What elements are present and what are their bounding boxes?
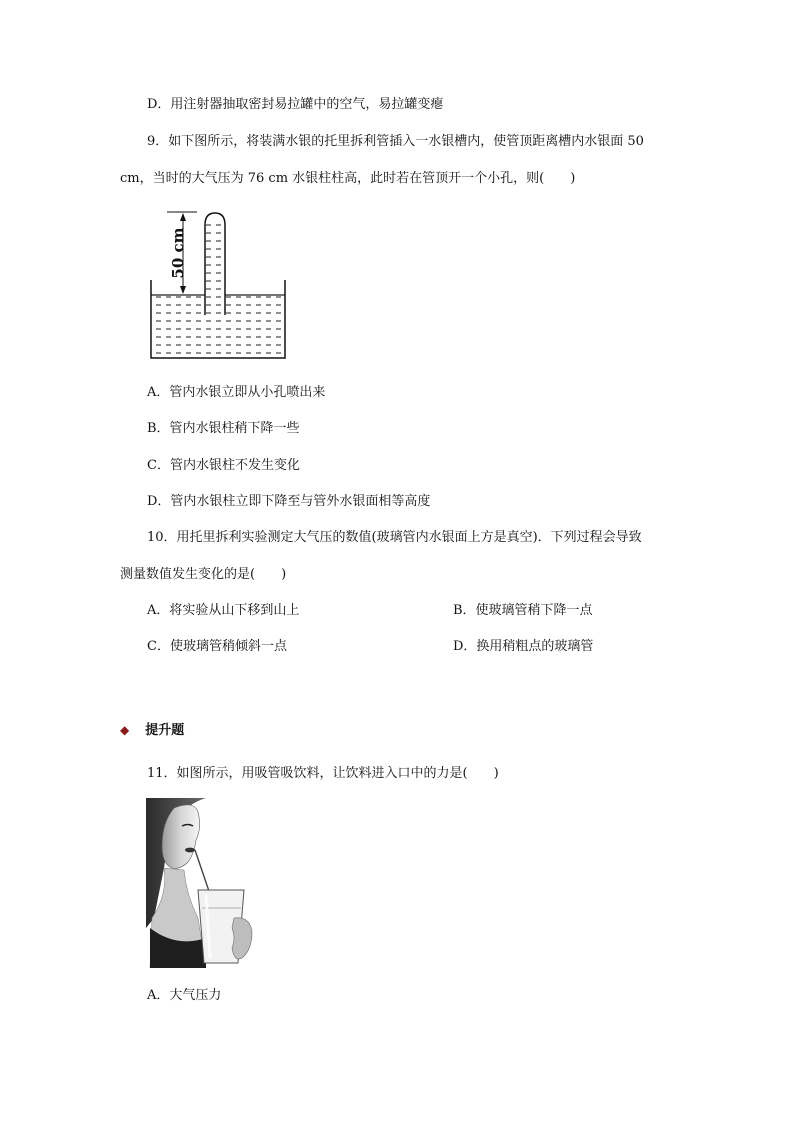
- q10-option-c: C．使玻璃管稍倾斜一点: [147, 639, 287, 654]
- section-heading: [120, 721, 184, 740]
- section-title: 提升题: [145, 723, 185, 738]
- q8-option-d: D．用注射器抽取密封易拉罐中的空气，易拉罐变瘪: [147, 97, 444, 112]
- q9-option-c: C．管内水银柱不发生变化: [147, 458, 300, 473]
- q10-stem-line1: 10．用托里拆利实验测定大气压的数值(玻璃管内水银面上方是真空)．下列过程会导致: [147, 530, 642, 545]
- q10-option-d: D．换用稍粗点的玻璃管: [453, 639, 594, 654]
- q9-option-d: D．管内水银柱立即下降至与管外水银面相等高度: [147, 494, 431, 509]
- q9-stem-line2: cm，当时的大气压为 76 cm 水银柱柱高，此时若在管顶开一个小孔，则( ): [120, 171, 576, 186]
- q10-stem-line2: 测量数值发生变化的是( ): [120, 567, 287, 582]
- q10-option-b: B．使玻璃管稍下降一点: [453, 603, 593, 618]
- q9-option-a: A．管内水银立即从小孔喷出来: [147, 385, 326, 400]
- q11-stem: 11．如图所示，用吸管吸饮料，让饮料进入口中的力是( ): [147, 766, 499, 781]
- height-label: 50 cm: [169, 227, 187, 279]
- q9-option-b: B．管内水银柱稍下降一些: [147, 421, 300, 436]
- q9-stem-line1: 9．如下图所示，将装满水银的托里拆利管插入一水银槽内，使管顶距离槽内水银面 50: [147, 134, 644, 149]
- q10-option-a: A．将实验从山下移到山上: [147, 603, 300, 618]
- hand: [232, 918, 252, 959]
- diamond-icon: ◆: [120, 723, 130, 737]
- q11-option-a: A．大气压力: [147, 988, 222, 1003]
- torricelli-tube-figure: [145, 205, 290, 365]
- woman-drinking-figure: [146, 798, 254, 968]
